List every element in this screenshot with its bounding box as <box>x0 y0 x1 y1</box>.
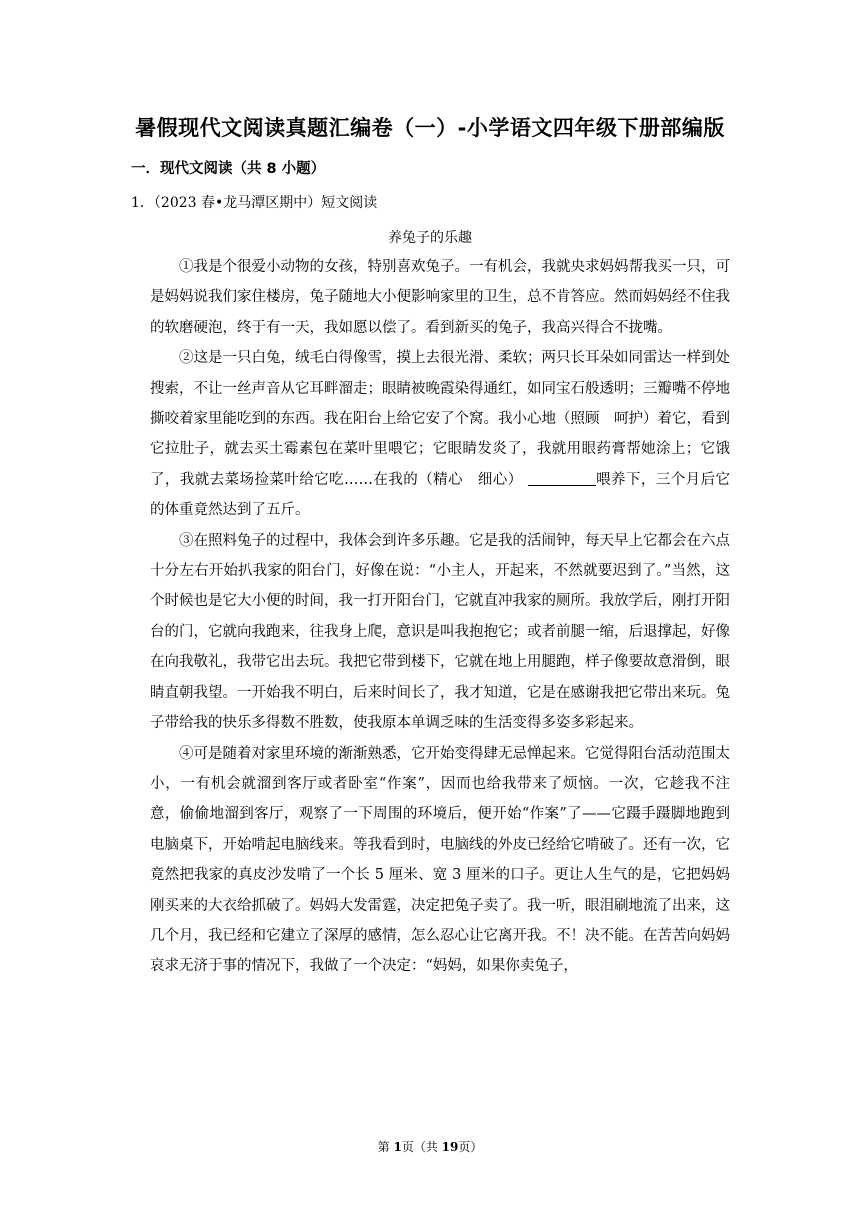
section-heading: 一．现代文阅读（共 8 小题） <box>131 161 326 177</box>
paragraph-4: ④可是随着对家里环境的渐渐熟悉，它开始变得肆无忌惮起来。它觉得阳台活动范围太小，一有机会就溜到客厅或者卧室“作案”，因而也给我带来了烦恼。一次，它趁我不注意，偷偷地溜到客厅，观察了一下周围的环境后，便开始“作案”了——它蹑手蹑脚地跑到电脑桌下，开始啃起电脑线来。等我看到时，电脑线的外皮已经给它啃破了。还有一次，它竟然把我家的真皮沙发啃了一个长 5 厘米、宽 3 厘米的口子。更让人生气的是，它把妈妈刚买来的大衣给抓破了。妈妈大发雷霆，决定把兔子卖了。我一听，眼泪刷地流了出来，这几个月，我已经和它建立了深厚的感情，怎么忍心让它离开我。不！决不能。在苦苦向妈妈哀求无济于事的情况下，我做了一个决定：“妈妈，如果你卖兔子， <box>150 745 730 975</box>
paragraph-1: ①我是个很爱小动物的女孩，特别喜欢兔子。一有机会，我就央求妈妈帮我买一只，可是妈妈说我们家住楼房，兔子随地大小便影响家里的卫生，总不肯答应。然而妈妈经不住我的软磨硬泡，终于有一天，我如愿以偿了。看到新买的兔子，我高兴得合不拢嘴。 <box>150 259 730 336</box>
page-footer <box>0 1138 860 1155</box>
total-page-count: 19 <box>441 1140 459 1154</box>
paragraph-2-after-blank: 喂养下，三个月后它的体重竟然达到了五斤。 <box>150 471 731 519</box>
paragraph-3: ③在照料兔子的过程中，我体会到许多乐趣。它是我的活闹钟，每天早上它都会在六点十分左右开始扒我家的阳台门，好像在说：“小主人，开起来，不然就要迟到了。”当然，这个时候也是它大小便的时间，我一打开阳台门，它就直冲我家的厕所。我放学后，刚打开阳台的门，它就向我跑来，往我身上爬，意识是叫我抱抱它；或者前腿一缩，后退撑起，好像在向我敬礼，我带它出去玩。我把它带到楼下，它就在地上用腿跑，样子像要故意滑倒，眼睛直朝我望。一开始我不明白，后来时间长了，我才知道，它是在感谢我把它带出来玩。兔子带给我的快乐多得数不胜数，使我原本单调乏味的生活变得多姿多彩起来。 <box>150 532 730 732</box>
passage-body <box>150 252 730 982</box>
question-source: （2023 春•龙马潭区期中）短文阅读 <box>153 195 378 211</box>
paragraph-2-before-blank: ②这是一只白兔，绒毛白得像雪，摸上去很光滑、柔软；两只长耳朵如同雷达一样到处搜索，不让一丝声音从它耳畔溜走；眼睛被晚霞染得通红，如同宝石般透明；三瓣嘴不停地撕咬着家里能吃到的东西。我在阳台上给它安了个窝。我小心地（照顾 呵护）着它，看到它拉肚子，就去买土霉素包在菜叶里喂它；它眼睛发炎了，我就用眼药膏帮她涂上；它饿了，我就去菜场捡菜叶给它吃……在我的（精心 细心） <box>150 350 730 488</box>
question-number: 1． <box>131 195 154 211</box>
footer-suffix: 页） <box>458 1140 483 1154</box>
passage-title: 养兔子的乐趣 <box>388 230 472 246</box>
footer-prefix: 第 <box>377 1140 394 1154</box>
document-title: 暑假现代文阅读真题汇编卷（一）-小学语文四年级下册部编版 <box>135 116 725 140</box>
current-page-number: 1 <box>393 1140 402 1154</box>
question-header <box>131 192 377 212</box>
fill-in-blank <box>528 470 596 486</box>
footer-middle: 页（共 <box>401 1140 442 1154</box>
paragraph-2 <box>150 343 730 525</box>
